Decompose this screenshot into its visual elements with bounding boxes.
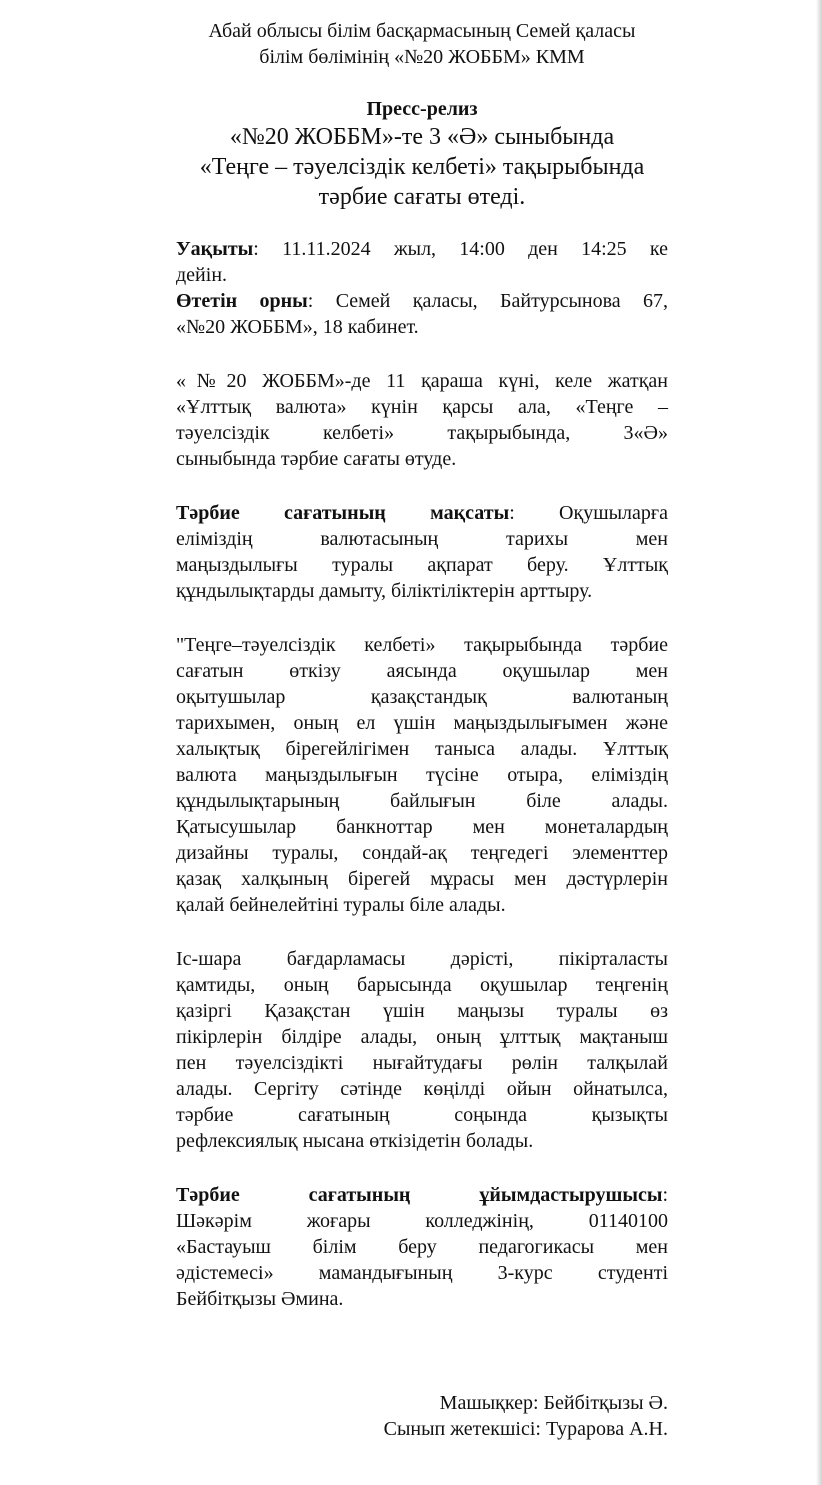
paragraph-line: тәуелсіздік келбеті» тақырыбында, 3«Ә» <box>176 422 668 444</box>
headline-line-3: тәрбие сағаты өтеді. <box>318 184 526 210</box>
paragraph-line: тәрбие сағатының соңында қызықты <box>176 1104 668 1126</box>
org-line-1: Абай облысы білім басқармасының Семей қаласы <box>208 20 636 42</box>
paragraph-line: құндылықтарды дамыту, біліктіліктерін арттыру. <box>176 580 593 602</box>
time-value-continued: дейін. <box>176 264 228 286</box>
paragraph-line: валюта маңыздылығын түсіне отыра, еліміздің <box>176 764 668 786</box>
organizer-paragraph <box>176 1182 668 1312</box>
paragraph-line: дизайны туралы, сондай-ақ теңгедегі элементтер <box>176 842 668 864</box>
program-paragraph <box>176 946 668 1154</box>
paragraph-line: халықтық бірегейлігімен таныса алады. Ұлттық <box>176 738 668 760</box>
paragraph-line: рефлексиялық нысана өткізідетін болады. <box>176 1130 534 1152</box>
place-label: Өтетін орны <box>176 290 308 312</box>
time-value: : 11.11.2024 жыл, 14:00 ден 14:25 ке <box>253 238 668 260</box>
paragraph-line: Бейбітқызы Әмина. <box>176 1288 344 1310</box>
paragraph-line: "Теңге–тәуелсіздік келбеті» тақырыбында тәрбие <box>176 634 668 656</box>
signature-block <box>176 1390 668 1442</box>
paragraph-line: Іс-шара бағдарламасы дәрісті, пікірталасты <box>176 948 668 970</box>
paragraph-line: сағатын өткізу аясында оқушылар мен <box>176 660 668 682</box>
paragraph-line: сыныбында тәрбие сағаты өтуде. <box>176 448 457 470</box>
headline-line-1: «№20 ЖОББМ»-те 3 «Ә» сыныбында <box>229 124 615 150</box>
page-edge-shadow <box>816 0 822 1485</box>
paragraph-line: тарихымен, оның ел үшін маңыздылығымен және <box>176 712 668 734</box>
paragraph-line: пен тәуелсіздікті нығайтудағы рөлін талқылай <box>176 1052 668 1074</box>
goal-first-line <box>176 500 668 526</box>
org-line-2: білім бөлімінің «№20 ЖОББМ» КММ <box>259 46 585 68</box>
paragraph-line: «Бастауыш білім беру педагогикасы мен <box>176 1236 668 1258</box>
goal-value: : Оқушыларға <box>509 502 668 524</box>
paragraph-line: «№20 ЖОББМ»-де 11 қараша күні, келе жатқан <box>176 370 668 392</box>
event-details <box>176 236 668 340</box>
headline <box>176 122 668 212</box>
place-line <box>176 288 668 314</box>
paragraph-line: қамтиды, оның барысында оқушылар теңгенің <box>176 974 668 996</box>
organizer-label: Тәрбие сағатының ұйымдастырушысы <box>176 1184 663 1206</box>
paragraph-line: қазіргі Қазақстан үшін маңызы туралы өз <box>176 1000 668 1022</box>
paragraph-line: Шәкәрім жоғары колледжінің, 01140100 <box>176 1210 668 1232</box>
organization-header <box>176 18 668 70</box>
organizer-first-line <box>176 1182 668 1208</box>
goal-label: Тәрбие сағатының мақсаты <box>176 502 510 524</box>
document-page <box>176 18 668 1312</box>
headline-line-2: «Теңге – тәуелсіздік келбеті» тақырыбында <box>199 154 645 180</box>
paragraph-line: алады. Сергіту сәтінде көңілді ойын ойнатылса, <box>176 1078 668 1100</box>
paragraph-line: Қатысушылар банкноттар мен монеталардың <box>176 816 668 838</box>
press-release-label: Пресс-релиз <box>366 98 478 120</box>
organizer-colon: : <box>662 1184 668 1206</box>
trainee-signature: Машықкер: Бейбітқызы Ә. <box>439 1392 668 1414</box>
paragraph-line: әдістемесі» мамандығының 3-курс студенті <box>176 1262 668 1284</box>
time-line <box>176 236 668 262</box>
time-label: Уақыты <box>176 238 254 260</box>
paragraph-line: пікірлерін білдіре алады, оның ұлттық мақтаныш <box>176 1026 668 1048</box>
place-value-continued: «№20 ЖОББМ», 18 кабинет. <box>176 316 419 338</box>
paragraph-line: еліміздің валютасының тарихы мен <box>176 528 668 550</box>
paragraph-line: оқытушылар қазақстандық валютаның <box>176 686 668 708</box>
class-teacher-signature: Сынып жетекшісі: Турарова А.Н. <box>383 1418 668 1440</box>
intro-paragraph <box>176 368 668 472</box>
paragraph-line: қазақ халқының бірегей мұрасы мен дәстүрлерін <box>176 868 668 890</box>
goal-paragraph <box>176 500 668 604</box>
paragraph-line: құндылықтарының байлығын біле алады. <box>176 790 668 812</box>
paragraph-line: қалай бейнелейтіні туралы біле алады. <box>176 894 506 916</box>
paragraph-line: маңыздылығы туралы ақпарат беру. Ұлттық <box>176 554 668 576</box>
description-paragraph <box>176 632 668 918</box>
place-value: : Семей қаласы, Байтурсынова 67, <box>307 290 668 312</box>
paragraph-line: «Ұлттық валюта» күнін қарсы ала, «Теңге – <box>176 396 668 418</box>
